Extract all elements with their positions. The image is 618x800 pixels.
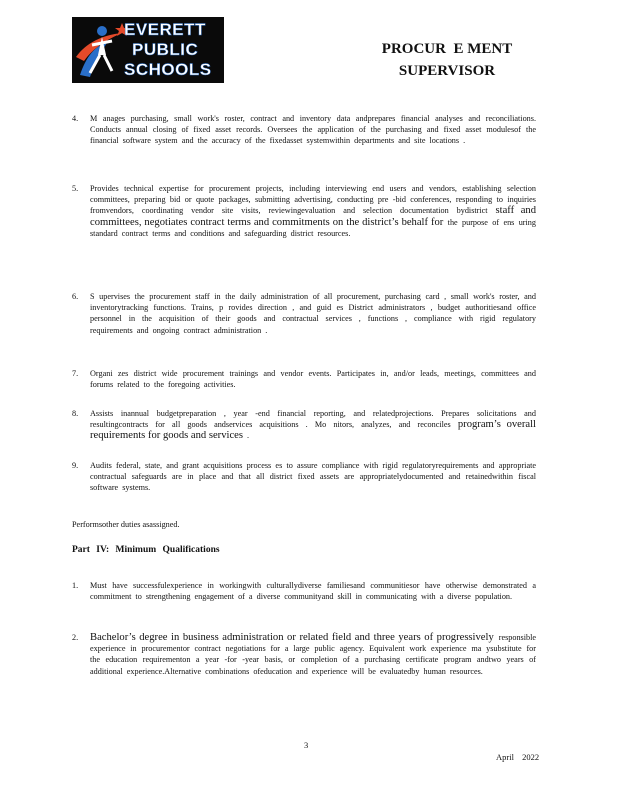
duty-item-9 [72, 460, 536, 494]
district-logo [72, 17, 224, 83]
qualification-text [90, 580, 536, 602]
duty-number: 7. [72, 369, 79, 378]
logo-text-line2: PUBLIC [132, 40, 199, 59]
duty-number: 5. [72, 184, 79, 193]
qualification-text-part: Bachelor’s degree in business administration or related field and three years of progressively [90, 632, 494, 643]
duty-text [90, 368, 536, 390]
duty-text [90, 113, 536, 147]
qualification-number: 1. [72, 581, 79, 590]
duty-text-part: Provides technical expertise for procurement projects, including interviewing end users and vendors, establishing selection committees, preparing bid or quote packages, submitting advertising, conducting pre -bid conferences, responding to inquiries fromvendors, coordinating vendor site visits, reviewingevaluation and selection documentation bydistrict [90, 184, 536, 216]
duty-text-part: Audits federal, state, and grant acquisitions process es to assure compliance with rigid regulatoryrequirements and appropriate contractual safeguards are in place and that all district fixed assets are appropriatelydocumented and retainedwithin fiscal software systems. [90, 461, 536, 493]
duty-text-part: . [247, 431, 250, 441]
section-heading: Part IV: Minimum Qualifications [72, 545, 220, 555]
logo-text-line1: EVERETT [124, 20, 206, 39]
duty-text-part: M anages purchasing, small work's roster, contract and inventory data andprepares financial analyses and reconciliations. Conducts annual closing of fixed asset records. Oversees the application of the purchasing and fixed asset modulesof the financial software system and the accuracy of the fixedasset systemwithin departments and site locations . [90, 114, 536, 146]
duty-item-4 [72, 113, 536, 147]
duty-item-8 [72, 408, 536, 442]
duty-text [90, 183, 536, 239]
duty-text [90, 291, 536, 336]
duty-item-5 [72, 183, 536, 239]
job-title-line1: PROCUR E MENT [381, 41, 513, 57]
page-number: 3 [304, 740, 309, 750]
qualification-text-part: responsible experience in procurementor contract negotiations for a large public agency. Equivalent work experience ma ysubstitute for the education requirementon a year -for -year basis, or completion of a purchasing certificate program andtwo years of additional experience.Alternative combinations ofeducation and experience will be evaluatedby human resources. [90, 633, 537, 676]
job-title-line2: SUPERVISOR [398, 63, 496, 79]
revision-date: April 2022 [496, 752, 540, 762]
qualification-item-1 [72, 580, 536, 602]
duty-number: 8. [72, 409, 79, 418]
duty-item-6 [72, 291, 536, 336]
duty-number: 6. [72, 292, 79, 301]
duty-text-part: the purpose of ens uring standard contract terms and conditions and safeguarding district resources. [90, 217, 536, 238]
qualification-item-2 [72, 632, 536, 677]
duty-text-part: S upervises the procurement staff in the daily administration of all procurement, purchasing card , small work's roster, and inventorytracking functions. Trains, p rovides direction , and guid es District administrators , budget authoritiesand office personnel in the acquisition of their goods and contractual services , functions , compliance with rigid regulatory requirements and ongoing contract administration . [90, 292, 536, 335]
other-duties: Performsother duties asassigned. [72, 520, 180, 529]
duty-text-part: Assists inannual budgetpreparation , year -end financial reporting, and relatedprojections. Prepares solicitations and resultingcontracts for all goods andservices acquisitions . Mo nitors, analyzes, and reconciles [90, 409, 536, 430]
duty-text-part: Organi zes district wide procurement trainings and vendor events. Participates in, and/or leads, meetings, committees and forums related to the foregoing activities. [90, 369, 536, 390]
duty-text-part: program’s overall requirements for goods and services [90, 419, 536, 442]
duty-item-7 [72, 368, 536, 390]
duty-number: 9. [72, 461, 79, 470]
duty-number: 4. [72, 114, 79, 123]
logo-text-line3: SCHOOLS [124, 60, 212, 79]
qualification-number: 2. [72, 633, 79, 642]
duty-text [90, 460, 536, 494]
duty-text [90, 408, 536, 442]
qualification-text-part: Must have successfulexperience in workingwith culturallydiverse familiesand communitiesor have otherwise demonstrated a commitment to strengthening engagement of a diverse communityand skill in communicating with a diverse population. [90, 581, 536, 602]
figure-logo-icon [72, 17, 132, 83]
qualification-text [90, 632, 536, 677]
duty-text-part: staff and committees, negotiates contract terms and commitments on the district’s behalf for [90, 205, 536, 228]
